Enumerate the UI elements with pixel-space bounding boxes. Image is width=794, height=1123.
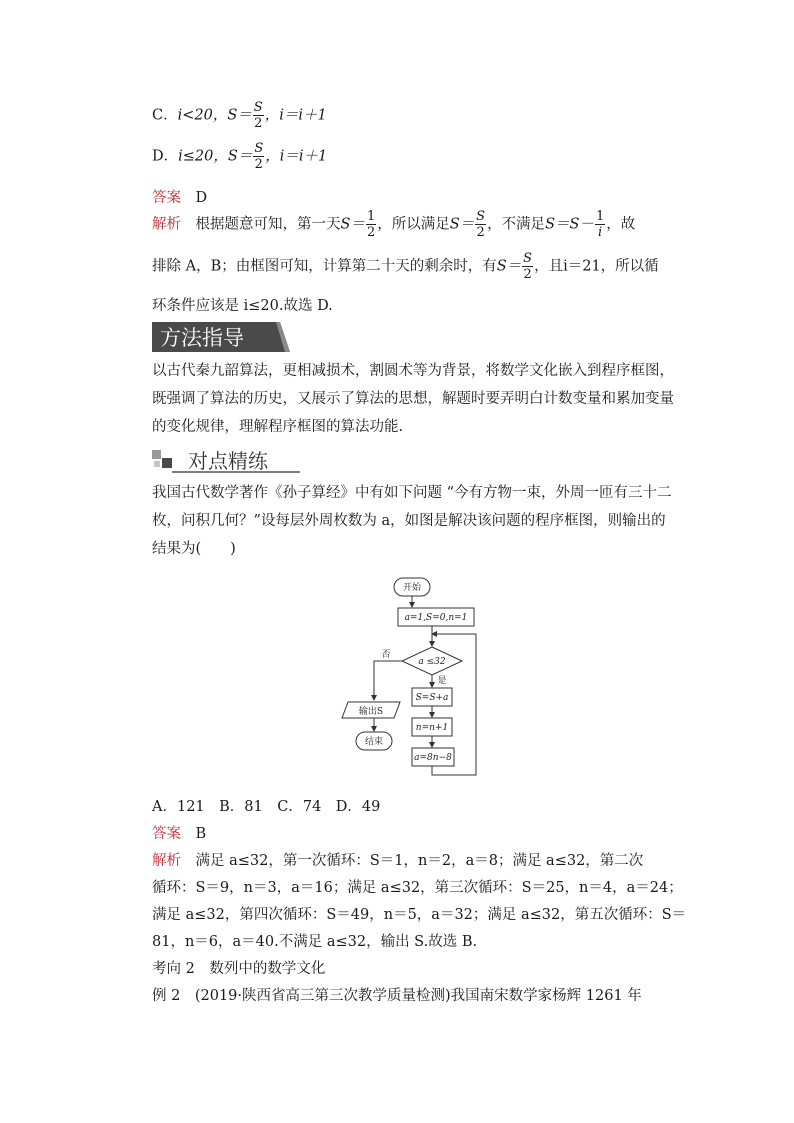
option-d: D．i≤20，S＝ $\frac{S}{2}$ ，i＝i＋1 <box>152 141 328 172</box>
explanation-2-line-3: 满足 a≤32，第四次循环：S＝49，n＝5，a＝32；满足 a≤32，第五次循环：S＝ <box>152 907 687 923</box>
answer-2: 答案 B <box>152 826 207 842</box>
flow-start-label: 开始 <box>402 583 422 593</box>
answer-choices: A．121 B．81 C．74 D．49 <box>152 799 381 815</box>
explanation-2-line-1: 解析 满足 a≤32，第一次循环：S＝1，n＝2，a＝8；满足 a≤32，第二次 <box>152 853 644 869</box>
section-heading: 考向 2 数列中的数学文化 <box>152 961 326 977</box>
explanation-1-line-1: 解析 根据题意可知，第一天S＝ $\frac{1}{2}$ ，所以满足S＝ $\frac{S}{2}$ ，不满足S＝S－ $\frac{1}{i}$ ，故 <box>152 209 636 240</box>
flow-end-label: 结束 <box>364 737 384 747</box>
flow-yes-label: 是 <box>437 676 447 686</box>
example-2: 例 2 (2019·陕西省高三第三次教学质量检测)我国南宋数学家杨辉 1261 年 <box>152 988 642 1004</box>
answer-1: 答案 D <box>152 190 208 206</box>
explanation-1-line-2: 排除 A，B；由框图可知，计算第二十天的剩余时，有S＝ $\frac{S}{2}$ ，且i＝21，所以循 <box>152 251 659 282</box>
flow-step-a-label: a=8n−8 <box>414 753 452 763</box>
practice-question: 我国古代数学著作《孙子算经》中有如下问题 “今有方物一束，外周一匝有三十二枚，问积几何？”设每层外周枚数为 a，如图是解决该问题的程序框图，则输出的结果为( ) <box>152 485 672 557</box>
flow-init-label: a=1,S=0,n=1 <box>404 613 468 623</box>
flow-output-label: 输出S <box>358 707 384 717</box>
explanation-1-line-3: 环条件应该是 i≤20.故选 D. <box>152 298 333 314</box>
explanation-2-line-4: 81，n＝6，a＝40.不满足 a≤32，输出 S.故选 B. <box>152 934 478 950</box>
flow-no-label: 否 <box>381 650 391 660</box>
fraction-s-over-2: $\frac{S}{2}$ <box>253 100 263 131</box>
fraction-s-over-2: $\frac{S}{2}$ <box>254 141 264 172</box>
explanation-2-line-2: 循环：S＝9，n＝3，a＝16；满足 a≤32，第三次循环：S＝25，n＝4，a＝24； <box>152 880 683 896</box>
practice-banner-title: 对点精练 <box>188 449 268 473</box>
option-c: C．i<20，S＝ $\frac{S}{2}$ ，i＝i＋1 <box>152 100 327 131</box>
method-banner <box>152 322 290 352</box>
flowchart <box>336 570 482 780</box>
flow-step-sum-label: S=S+a <box>415 693 449 703</box>
method-banner-title: 方法指导 <box>160 326 244 350</box>
practice-banner <box>152 446 300 474</box>
flow-step-n-label: n=n+1 <box>415 723 449 733</box>
flow-condition-label: a ≤32 <box>418 657 446 667</box>
method-text: 以古代秦九韶算法，更相减损术，割圆术等为背景，将数学文化嵌入到程序框图，既强调了算法的历史，又展示了算法的思想，解题时要弄明白计数变量和累加变量的变化规律，理解程序框图的算法功能. <box>152 363 674 435</box>
